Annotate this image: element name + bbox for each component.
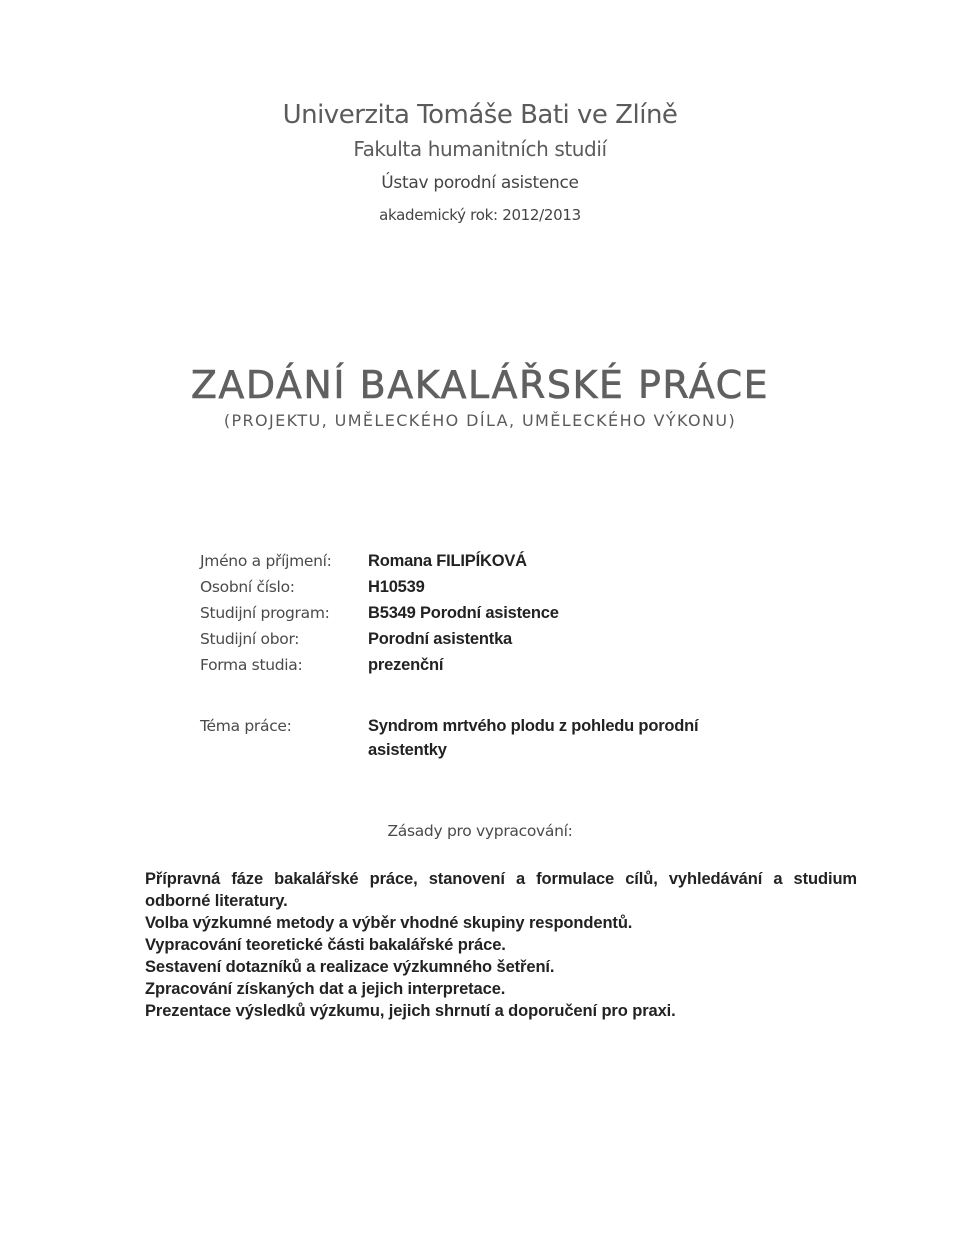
principle-item: Vypracování teoretické části bakalářské práce.: [145, 936, 506, 954]
id-label: Osobní číslo:: [200, 578, 295, 596]
field-value: Porodní asistentka: [368, 629, 513, 648]
principle-item: Přípravná fáze bakalářské práce, stanovení a formulace cílů, vyhledávání a studium odborné literatury.: [145, 870, 857, 910]
principle-item: Volba výzkumné metody a výběr vhodné skupiny respondentů.: [145, 914, 633, 932]
topic-row: [200, 714, 748, 762]
academic-year: akademický rok: 2012/2013: [379, 206, 581, 224]
principle-item: Zpracování získaných dat a jejich interpretace.: [145, 980, 506, 998]
info-row-form: [200, 652, 559, 678]
institute-name: Ústav porodní asistence: [381, 173, 579, 193]
student-info: [200, 548, 559, 678]
university-name: Univerzita Tomáše Bati ve Zlíně: [282, 100, 678, 130]
principle-item: Prezentace výsledků výzkumu, jejich shrnutí a doporučení pro praxi.: [145, 1002, 676, 1020]
document-subtitle: (PROJEKTU, UMĚLECKÉHO DÍLA, UMĚLECKÉHO VÝKONU): [223, 411, 737, 430]
principle-item: Sestavení dotazníků a realizace výzkumného šetření.: [145, 958, 555, 976]
id-value: H10539: [368, 577, 425, 596]
topic-label: Téma práce:: [200, 717, 292, 735]
faculty-name: Fakulta humanitních studií: [353, 137, 607, 161]
title-block: [0, 362, 960, 434]
form-label: Forma studia:: [200, 656, 303, 674]
program-value: B5349 Porodní asistence: [368, 603, 559, 622]
info-row-name: [200, 548, 559, 574]
topic-value: Syndrom mrtvého plodu z pohledu porodní asistentky: [368, 717, 699, 759]
info-row-field: [200, 626, 559, 652]
name-label: Jméno a příjmení:: [200, 552, 332, 570]
principles-list: [145, 868, 857, 1022]
program-label: Studijní program:: [200, 604, 330, 622]
document-header: [0, 98, 960, 230]
form-value: prezenční: [368, 655, 444, 674]
info-row-program: [200, 600, 559, 626]
name-value: Romana FILIPÍKOVÁ: [368, 551, 527, 570]
document-title: ZADÁNÍ BAKALÁŘSKÉ PRÁCE: [190, 363, 770, 407]
info-row-id: [200, 574, 559, 600]
field-label: Studijní obor:: [200, 630, 300, 648]
principles-heading: Zásady pro vypracování:: [387, 822, 573, 840]
